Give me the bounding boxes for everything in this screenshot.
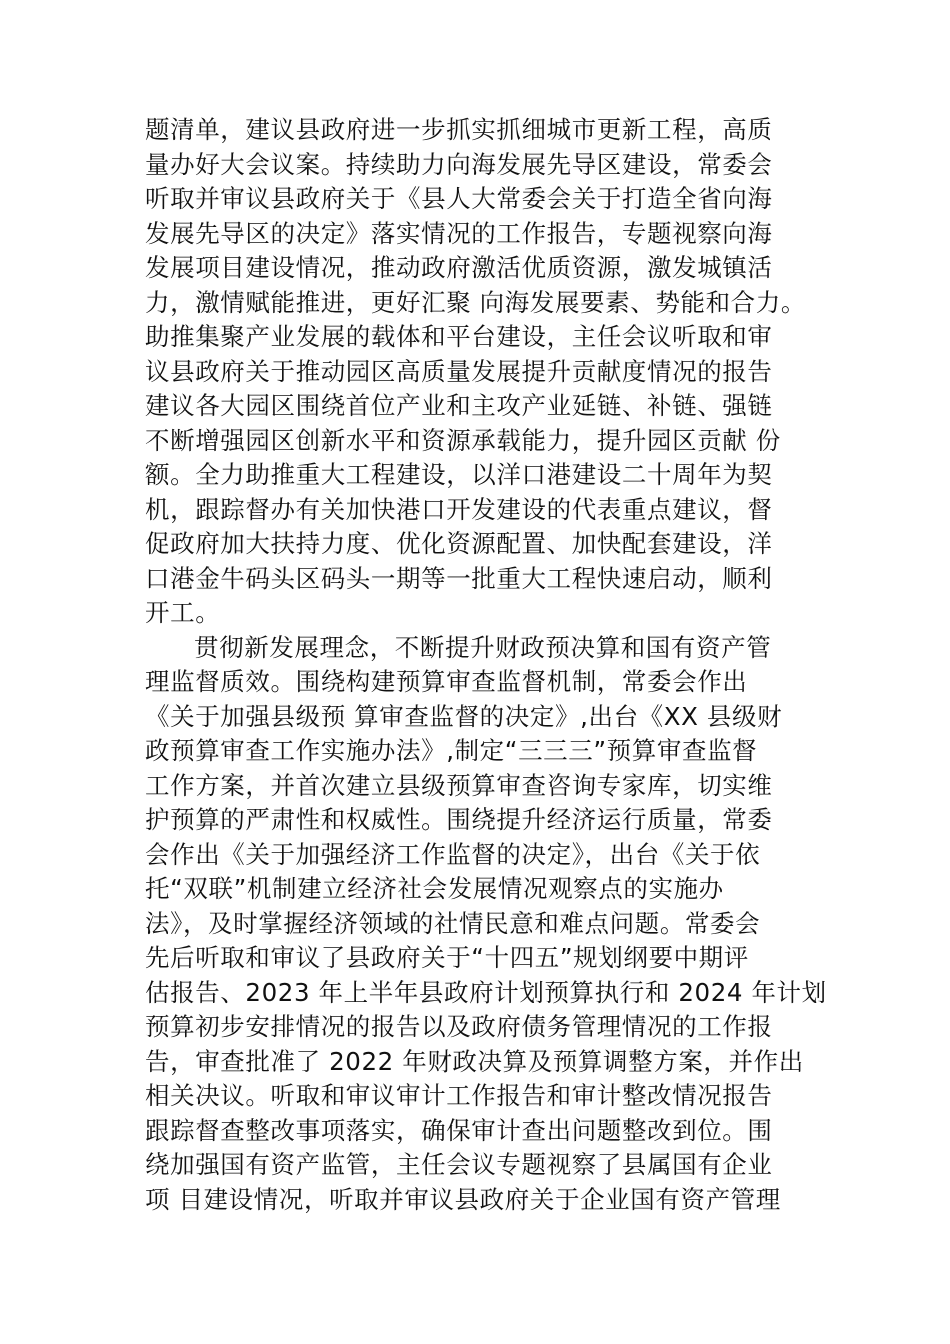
text-line-31: 绕加强国有资产监管，主任会议专题视察了县属国有企业 bbox=[145, 1150, 773, 1179]
text-line-4: 发展先导区的决定》落实情况的工作报告，专题视察向海 bbox=[145, 218, 773, 248]
text-line-26: 估报告、2023 年上半年县政府计划预算执行和 2024 年计划 bbox=[145, 977, 827, 1007]
text-line-22: 会作出《关于加强经济工作监督的决定》，出台《关于依 bbox=[145, 839, 761, 869]
text-line-30: 跟踪督查整改事项落实，确保审计查出问题整改到位。围 bbox=[145, 1115, 773, 1145]
text-line-12: 机，跟踪督办有关加快港口开发建设的代表重点建议，督 bbox=[145, 494, 773, 524]
text-line-27: 预算初步安排情况的报告以及政府债务管理情况的工作报 bbox=[145, 1012, 773, 1041]
text-line-9: 建议各大园区围绕首位产业和主攻产业延链、补链、强链 bbox=[145, 391, 773, 420]
text-line-21: 护预算的严肃性和权威性。围绕提升经济运行质量，常委 bbox=[145, 805, 773, 834]
paragraph-start-line: 贯彻新发展理念，不断提升财政预决算和国有资产管 bbox=[194, 632, 772, 662]
text-line-1: 题清单，建议县政府进一步抓实抓细城市更新工程，高质 bbox=[145, 115, 773, 144]
text-line-32: 项 目建设情况，听取并审议县政府关于企业国有资产管理 bbox=[145, 1184, 781, 1214]
text-line-6: 力，激情赋能推进，更好汇聚 向海发展要素、势能和合力。 bbox=[145, 287, 806, 317]
text-line-15: 开工。 bbox=[145, 598, 221, 627]
text-line-29: 相关决议。听取和审议审计工作报告和审计整改情况报告 bbox=[145, 1081, 773, 1110]
text-line-5: 发展项目建设情况，推动政府激活优质资源，激发城镇活 bbox=[145, 253, 773, 282]
text-line-20: 工作方案，并首次建立县级预算审查咨询专家库，切实维 bbox=[145, 770, 773, 800]
text-line-10: 不断增强园区创新水平和资源承载能力，提升园区贡献 份 bbox=[145, 425, 781, 455]
text-line-14: 口港金牛码头区码头一期等一批重大工程快速启动，顺利 bbox=[145, 563, 773, 593]
text-line-13: 促政府加大扶持力度、优化资源配置、加快配套建设，洋 bbox=[145, 529, 773, 558]
text-line-7: 助推集聚产业发展的载体和平台建设，主任会议听取和审 bbox=[145, 322, 773, 351]
text-line-8: 议县政府关于推动园区高质量发展提升贡献度情况的报告 bbox=[145, 356, 773, 386]
text-line-17: 理监督质效。围绕构建预算审查监督机制，常委会作出 bbox=[145, 667, 748, 696]
text-line-18: 《关于加强县级预 算审查监督的决定》,出台《XX 县级财 bbox=[145, 701, 783, 731]
text-line-3: 听取并审议县政府关于《县人大常委会关于打造全省向海 bbox=[145, 184, 773, 213]
text-line-2: 量办好大会议案。持续助力向海发展先导区建设，常委会 bbox=[145, 149, 773, 179]
body-text bbox=[145, 113, 825, 1217]
text-line-23: 托“双联”机制建立经济社会发展情况观察点的实施办 bbox=[145, 874, 724, 903]
text-line-25: 先后听取和审议了县政府关于“十四五”规划纲要中期评 bbox=[145, 943, 749, 972]
text-line-28: 告，审查批准了 2022 年财政决算及预算调整方案，并作出 bbox=[145, 1046, 804, 1076]
text-line-24: 法》，及时掌握经济领域的社情民意和难点问题。常委会 bbox=[145, 908, 761, 938]
text-line-11: 额。全力助推重大工程建设，以洋口港建设二十周年为契 bbox=[145, 460, 773, 489]
text-line-19: 政预算审查工作实施办法》,制定“三三三”预算审查监督 bbox=[145, 736, 758, 765]
